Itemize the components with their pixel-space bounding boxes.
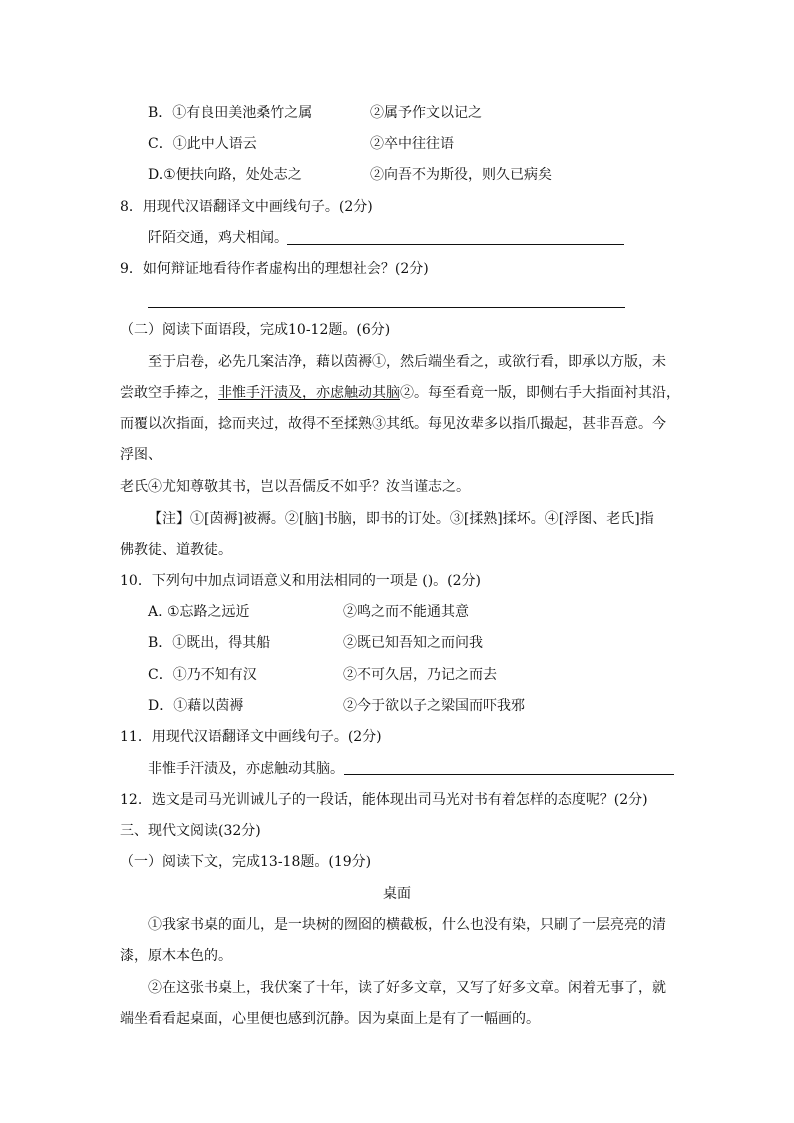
q10-question: 10．下列句中加点词语意义和用法相同的一项是 ()。(2分)	[120, 573, 482, 589]
underlined-sentence: 非惟手汗渍及，亦虑触动其脑	[218, 385, 400, 401]
section2-para-line4: 浮图、	[120, 447, 162, 463]
q7-option-d	[148, 166, 302, 184]
q10-option-b-right: ②既已知吾知之而问我	[343, 635, 483, 651]
q7-option-c-right: ②卒中往往语	[370, 136, 454, 152]
q10-option-c-right: ②不可久居，乃记之而去	[343, 667, 497, 683]
section2-para-line3: 而覆以次指面，捻而夹过，故得不至揉熟③其纸。每见汝辈多以指爪撮起，甚非吾意。今	[120, 416, 666, 432]
q8-question: 8．用现代汉语翻译文中画线句子。(2分)	[120, 199, 373, 215]
q10-option-d-right: ②今于欲以子之梁国而吓我邪	[343, 698, 525, 714]
q11-question: 11．用现代汉语翻译文中画线句子。(2分)	[120, 729, 382, 745]
q7-option-b	[148, 104, 312, 122]
q7-option-b-right: ②属予作文以记之	[370, 105, 482, 121]
section2-heading: （二）阅读下面语段，完成10-12题。(6分)	[120, 322, 391, 338]
q7-option-b-left: B．①有良田美池桑竹之属	[148, 105, 313, 121]
q10-option-b-left: B．①既出，得其船	[148, 635, 271, 651]
section2-note-line1: 【注】①[茵褥]被褥。②[脑]书脑，即书的订处。③[揉熟]揉坏。④[浮图、老氏]指	[148, 511, 654, 527]
q8-answer-line[interactable]	[287, 244, 624, 245]
q7-option-d-left: D.①便扶向路，处处志之	[148, 167, 302, 183]
q10-option-c-left: C．①乃不知有汉	[148, 667, 257, 683]
part3-heading: 三、现代文阅读(32分)	[120, 823, 261, 839]
article-para1-line2: 漆，原木本色的。	[120, 948, 232, 964]
q9-answer-line[interactable]	[148, 307, 625, 308]
article-title: 桌面	[383, 886, 411, 902]
q9-question: 9．如何辩证地看待作者虚构出的理想社会？(2分)	[120, 261, 429, 277]
section2-para-line5: 老氏④尤知尊敬其书，岂以吾儒反不如乎？汝当谨志之。	[120, 479, 470, 495]
article-para2-line1: ②在这张书桌上，我伏案了十年，读了好多文章，又写了好多文章。闲着无事了，就	[148, 980, 666, 996]
q11-answer-line[interactable]	[344, 774, 674, 775]
section2-note-line2: 佛教徒、道教徒。	[120, 542, 232, 558]
section2-para-line2-pre: 尝敢空手捧之，	[120, 385, 218, 401]
q10-option-a-right: ②鸣之而不能通其意	[343, 604, 469, 620]
part3-subheading: （一）阅读下文，完成13-18题。(19分)	[120, 854, 372, 870]
q12-question: 12．选文是司马光训诫儿子的一段话，能体现出司马光对书有着怎样的态度呢？(2分)	[120, 792, 648, 808]
article-para2-line2: 端坐看看起桌面，心里便也感到沉静。因为桌面上是有了一幅画的。	[120, 1011, 540, 1027]
q7-option-c-left: C．①此中人语云	[148, 136, 257, 152]
q7-option-c	[148, 135, 257, 153]
section2-para-line2	[120, 384, 680, 402]
section2-para-line2-post: ②。每至看竟一版，即侧右手大指面衬其沿，	[400, 385, 680, 401]
q10-option-a-left: A. ①忘路之远近	[148, 604, 250, 620]
q8-sentence: 阡陌交通，鸡犬相闻。	[148, 230, 288, 246]
q10-option-d-left: D．①藉以茵褥	[148, 698, 244, 714]
q7-option-d-right: ②向吾不为斯役，则久已病矣	[370, 167, 552, 183]
article-para1-line1: ①我家书桌的面儿，是一块树的囫囵的横截板，什么也没有染，只刷了一层亮亮的清	[148, 917, 666, 933]
section2-para-line1: 至于启卷，必先几案洁净，藉以茵褥①，然后端坐看之，或欲行看，即承以方版，未	[148, 354, 666, 370]
q11-sentence: 非惟手汗渍及，亦虑触动其脑。	[148, 761, 344, 777]
